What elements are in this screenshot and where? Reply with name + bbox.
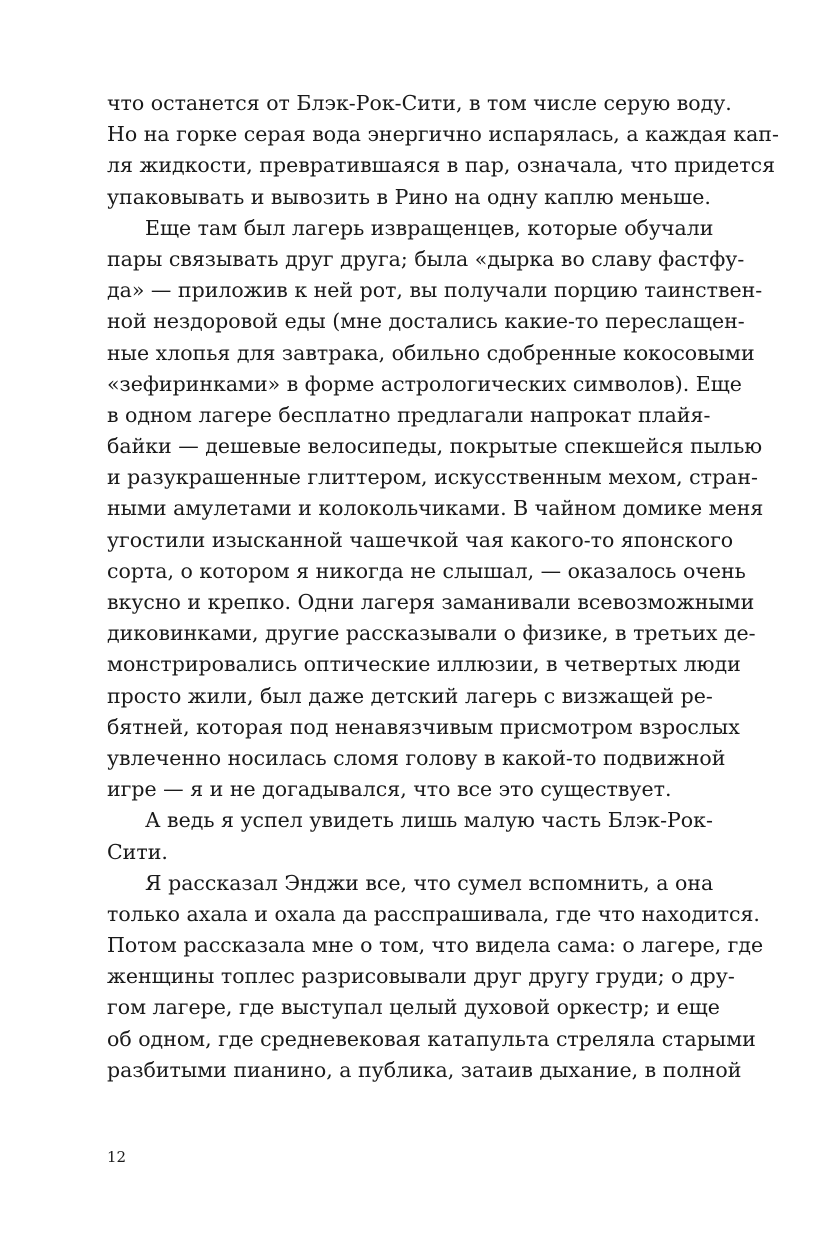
paragraph xyxy=(107,88,779,213)
text-line: «зефиринками» в форме астрологических символов). Еще xyxy=(107,371,742,396)
text-line: сорта, о котором я никогда не слышал, — оказалось очень xyxy=(107,558,746,583)
text-line: ные хлопья для завтрака, обильно сдобренные кокосовыми xyxy=(107,340,755,365)
text-line: вкусно и крепко. Одни лагеря заманивали всевозможными xyxy=(107,590,755,614)
text-line: бятней, которая под ненавязчивым присмотром взрослых xyxy=(107,714,740,739)
text-line: угостили изысканной чашечкой чая какого-то японского xyxy=(107,527,734,552)
text-line: ной нездоровой еды (мне достались какие-то переслащен- xyxy=(107,309,745,334)
text-line: диковинками, другие рассказывали о физике, в третьих де- xyxy=(107,621,756,646)
text-line: упаковывать и вывозить в Рино на одну каплю меньше. xyxy=(107,184,711,209)
book-page-text xyxy=(107,88,779,1086)
text-line: ля жидкости, превратившаяся в пар, означала, что придется xyxy=(107,153,776,178)
paragraph xyxy=(107,868,764,1086)
paragraph xyxy=(107,213,764,806)
text-line: и разукрашенные глиттером, искусственным мехом, стран- xyxy=(107,465,758,490)
text-line: игре — я и не догадывался, что все это существует. xyxy=(107,777,672,802)
text-line: Потом рассказала мне о том, что видела сама: о лагере, где xyxy=(107,933,764,958)
text-line: Я рассказал Энджи все, что сумел вспомнить, а она xyxy=(145,870,714,895)
text-line: да» — приложив к ней рот, вы получали порцию таинствен- xyxy=(107,278,763,303)
text-line: женщины топлес разрисовывали друг другу груди; о дру- xyxy=(107,964,735,989)
text-line: в одном лагере бесплатно предлагали напрокат плайя- xyxy=(107,402,711,427)
text-line: увлеченно носилась сломя голову в какой-то подвижной xyxy=(107,745,726,770)
text-line: об одном, где средневековая катапульта стреляла старыми xyxy=(107,1026,756,1051)
text-line: Еще там был лагерь извращенцев, которые обучали xyxy=(145,215,714,240)
text-line: ными амулетами и колокольчиками. В чайном домике меня xyxy=(107,496,764,521)
text-line: только ахала и охала да расспрашивала, где что находится. xyxy=(107,901,760,926)
text-line: Сити. xyxy=(107,839,168,864)
paragraph xyxy=(107,805,713,867)
text-line: просто жили, был даже детский лагерь с визжащей ре- xyxy=(107,683,713,708)
page-number: 12 xyxy=(107,1148,127,1166)
text-line: Но на горке серая вода энергично испарялась, а каждая кап- xyxy=(107,122,779,147)
text-line: байки — дешевые велосипеды, покрытые спекшейся пылью xyxy=(107,434,763,459)
text-line: разбитыми пианино, а публика, затаив дыхание, в полной xyxy=(107,1057,742,1082)
text-line: пары связывать друг друга; была «дырка во славу фастфу- xyxy=(107,246,745,271)
text-line: А ведь я успел увидеть лишь малую часть Блэк-Рок- xyxy=(145,808,713,833)
text-line: гом лагере, где выступал целый духовой оркестр; и еще xyxy=(107,995,720,1020)
text-line: монстрировались оптические иллюзии, в четвертых люди xyxy=(107,652,741,677)
text-line: что останется от Блэк-Рок-Сити, в том числе серую воду. xyxy=(107,91,732,115)
